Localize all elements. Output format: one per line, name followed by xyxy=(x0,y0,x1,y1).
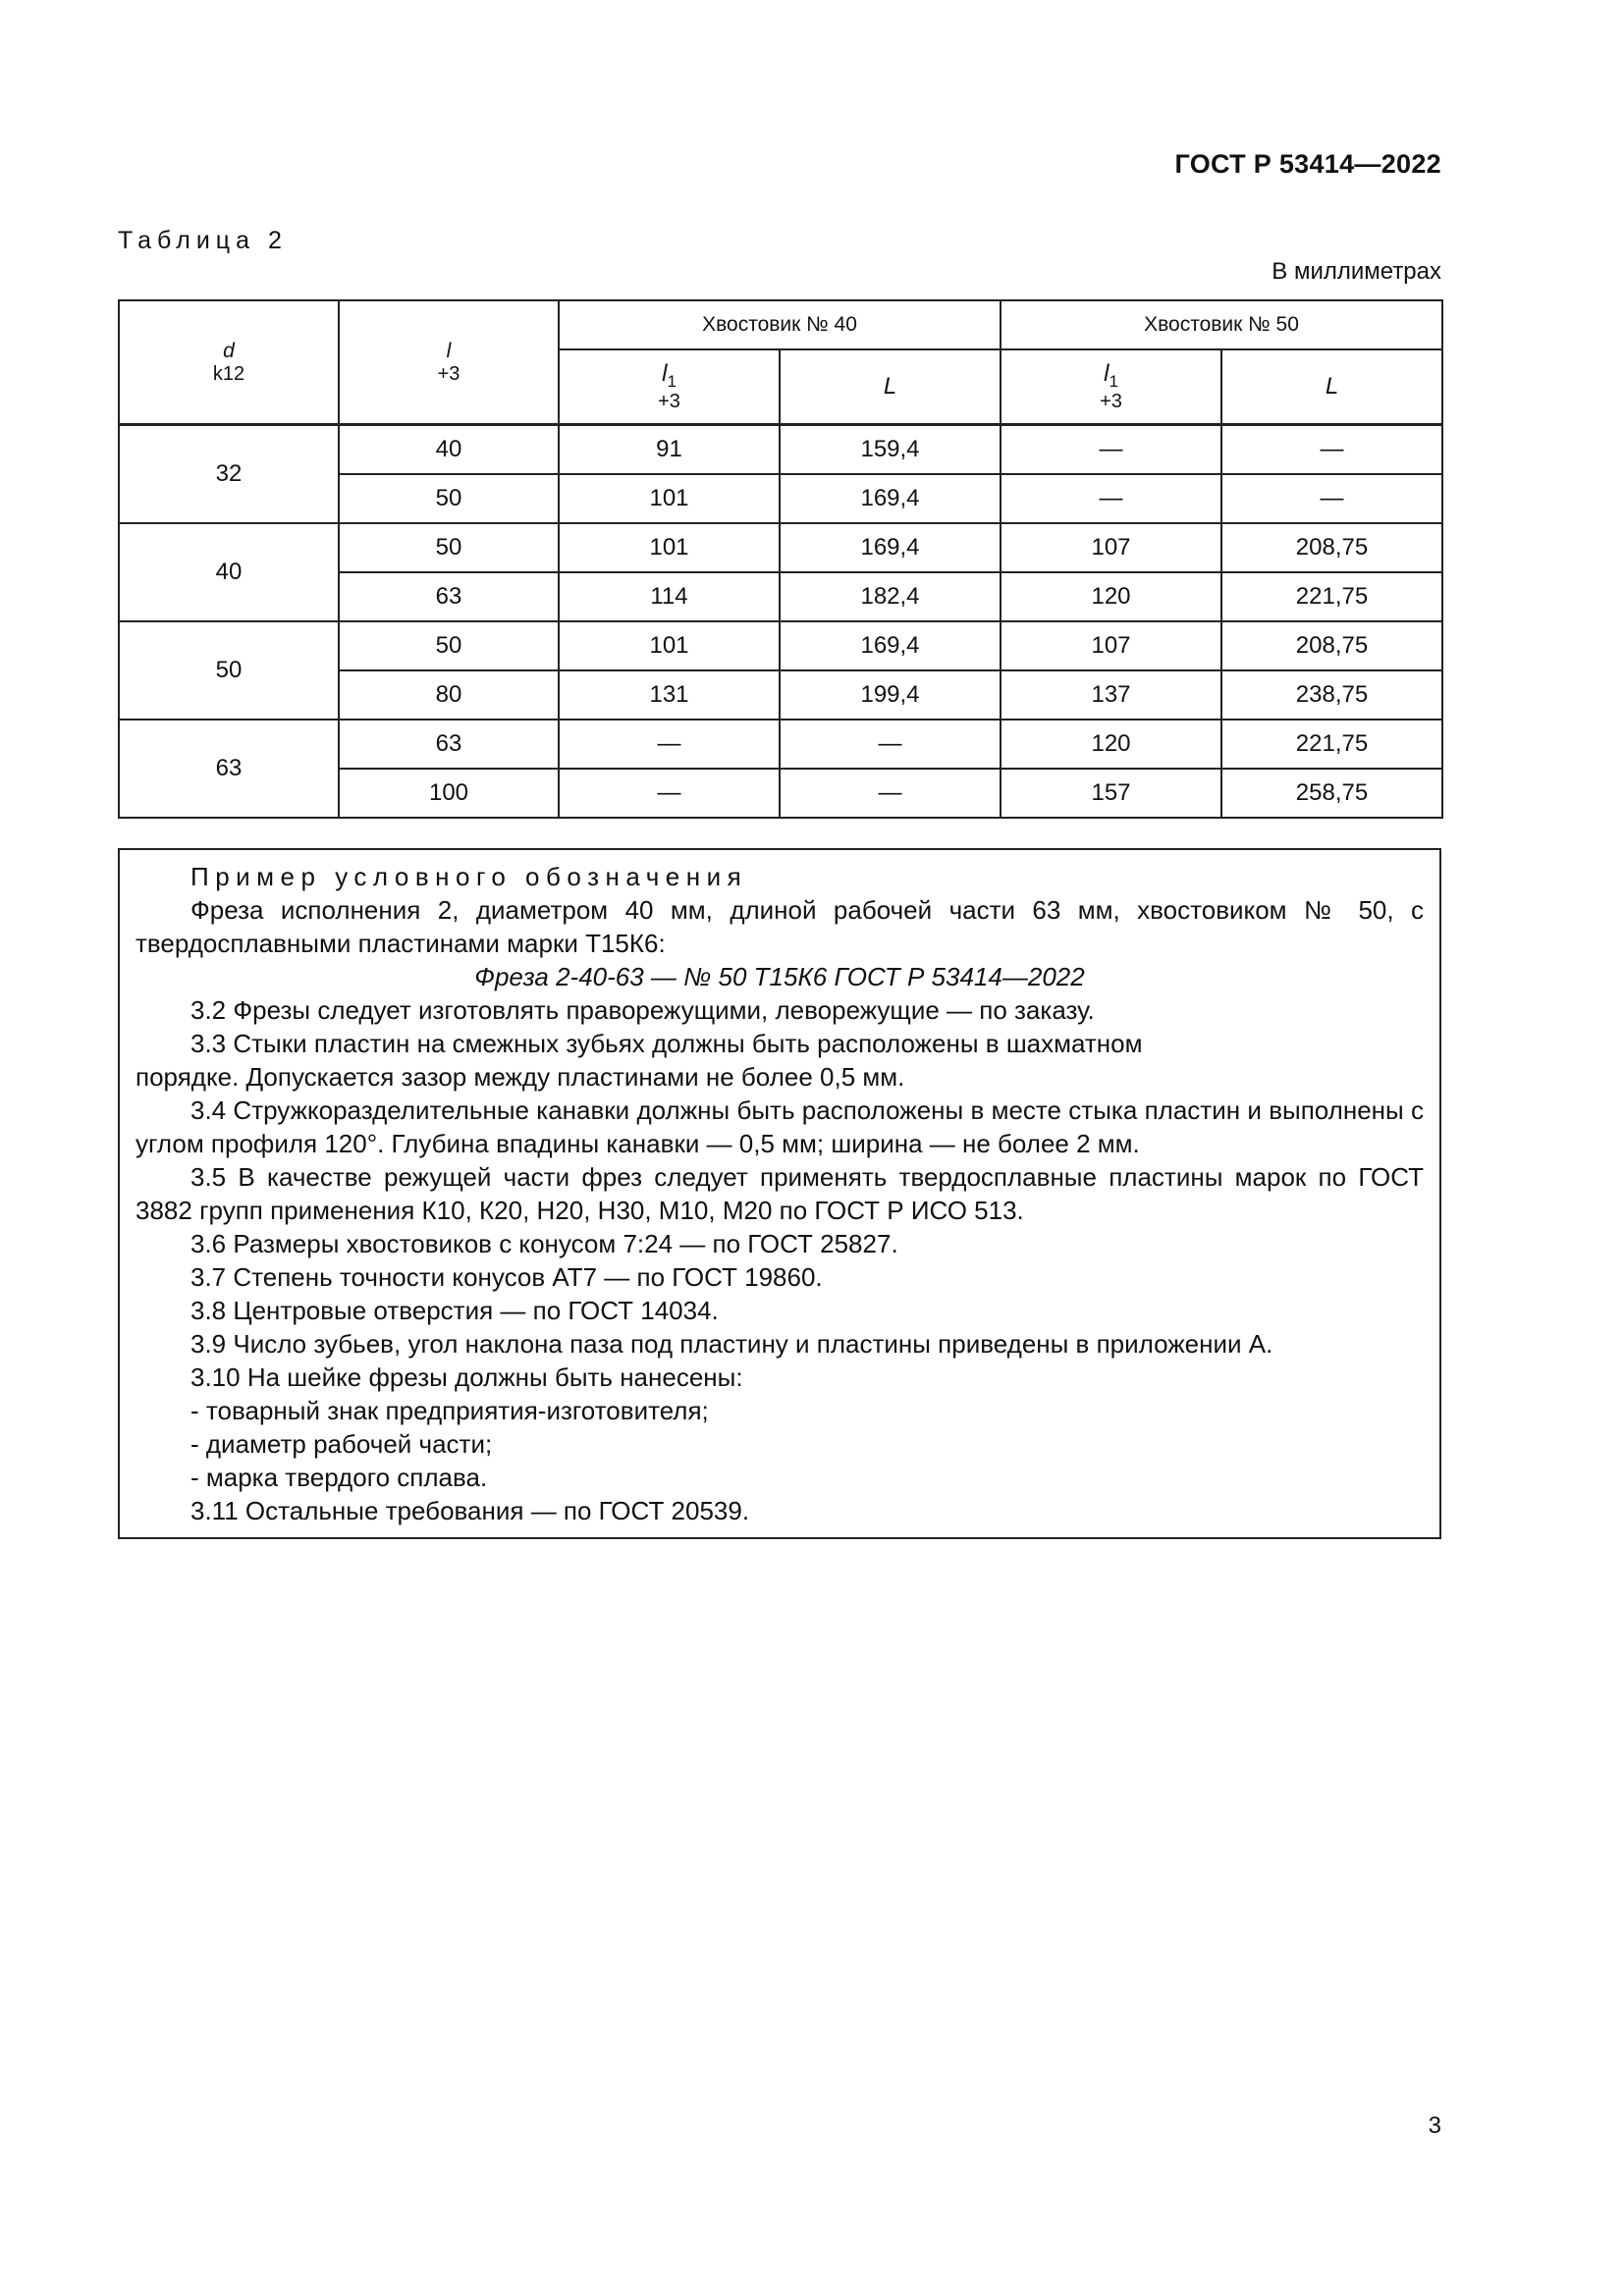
page-number: 3 xyxy=(1428,2112,1441,2139)
table-cell: 238,75 xyxy=(1221,670,1442,720)
clause-3-5: 3.5 В качестве режущей части фрез следует применять твердосплавные пластины марок по ГОСТ 3882 групп применения К10, К20, Н20, Н30, М10, М20 по ГОСТ Р ИСО 513. xyxy=(135,1162,1424,1225)
table-cell: 107 xyxy=(1001,621,1221,670)
table-cell: 120 xyxy=(1001,720,1221,769)
table-cell: 107 xyxy=(1001,523,1221,572)
table-cell: 169,4 xyxy=(780,474,1001,523)
header-L-shank40: L xyxy=(780,349,1001,425)
table-cell: 101 xyxy=(559,621,780,670)
table-cell: 50 xyxy=(339,474,559,523)
clause-3-2: 3.2 Фрезы следует изготовлять праворежущими, леворежущие — по заказу. xyxy=(190,995,1095,1025)
example-text: Фреза исполнения 2, диаметром 40 мм, длиной рабочей части 63 мм, хвостовиком № 50, с твердосплавными пластинами марки Т15К6: xyxy=(135,895,1424,958)
cell-d: 40 xyxy=(119,523,339,621)
table-cell: 101 xyxy=(559,523,780,572)
table-cell: 80 xyxy=(339,670,559,720)
table-cell: — xyxy=(559,720,780,769)
header-shank-50: Хвостовик № 50 xyxy=(1001,300,1442,349)
units-note: В миллиметрах xyxy=(1272,258,1441,285)
table-cell: 169,4 xyxy=(780,621,1001,670)
table-cell: 159,4 xyxy=(780,425,1001,475)
table-cell: 50 xyxy=(339,621,559,670)
table-cell: 120 xyxy=(1001,572,1221,621)
table-cell: 157 xyxy=(1001,769,1221,818)
list-item: - диаметр рабочей части; xyxy=(190,1429,493,1459)
table-row xyxy=(119,621,1442,670)
clause-3-4: 3.4 Стружкоразделительные канавки должны быть расположены в месте стыка пластин и выполнены с углом профиля 120°. Глубина впадины канавки — 0,5 мм; ширина — не более 2 мм. xyxy=(135,1095,1424,1158)
clause-3-3-cont: порядке. Допускается зазор между пластинами не более 0,5 мм. xyxy=(135,1062,905,1092)
table-cell: 258,75 xyxy=(1221,769,1442,818)
table-row xyxy=(119,425,1442,475)
table-cell: 50 xyxy=(339,523,559,572)
header-d: d k12 xyxy=(119,300,339,425)
example-and-clauses-box xyxy=(118,848,1441,1539)
clause-3-9: 3.9 Число зубьев, угол наклона паза под пластину и пластины приведены в приложении А. xyxy=(190,1329,1273,1359)
table-cell: 221,75 xyxy=(1221,720,1442,769)
table-cell: — xyxy=(559,769,780,818)
table-cell: 101 xyxy=(559,474,780,523)
header-L-shank50: L xyxy=(1221,349,1442,425)
table-cell: 63 xyxy=(339,572,559,621)
dimensions-table xyxy=(118,299,1443,819)
header-l1-shank50: $l_1$ +3 xyxy=(1001,349,1221,425)
table-cell: 208,75 xyxy=(1221,523,1442,572)
table-cell: — xyxy=(780,720,1001,769)
table-cell: 131 xyxy=(559,670,780,720)
header-l: l +3 xyxy=(339,300,559,425)
header-l1-shank40: $l_1$ +3 xyxy=(559,349,780,425)
cell-d: 32 xyxy=(119,425,339,524)
table-cell: 137 xyxy=(1001,670,1221,720)
table-cell: 208,75 xyxy=(1221,621,1442,670)
table-row xyxy=(119,523,1442,572)
table-cell: 63 xyxy=(339,720,559,769)
table-caption: Таблица 2 xyxy=(118,227,288,254)
clause-3-7: 3.7 Степень точности конусов АТ7 — по ГОСТ 19860. xyxy=(190,1262,823,1292)
table-cell: — xyxy=(1001,474,1221,523)
document-code: ГОСТ Р 53414—2022 xyxy=(1174,149,1441,179)
table-cell: — xyxy=(1221,425,1442,475)
table-cell: — xyxy=(780,769,1001,818)
table-cell: 169,4 xyxy=(780,523,1001,572)
list-item: - товарный знак предприятия-изготовителя; xyxy=(190,1396,709,1425)
table-cell: 199,4 xyxy=(780,670,1001,720)
table-cell: 40 xyxy=(339,425,559,475)
table-cell: 114 xyxy=(559,572,780,621)
clause-3-6: 3.6 Размеры хвостовиков с конусом 7:24 — по ГОСТ 25827. xyxy=(190,1229,898,1258)
example-title: Пример условного обозначения xyxy=(190,862,748,891)
table-cell: 100 xyxy=(339,769,559,818)
table-cell: 91 xyxy=(559,425,780,475)
clause-3-8: 3.8 Центровые отверстия — по ГОСТ 14034. xyxy=(190,1296,719,1325)
cell-d: 63 xyxy=(119,720,339,818)
table-cell: — xyxy=(1221,474,1442,523)
list-item: - марка твердого сплава. xyxy=(190,1463,488,1492)
clause-3-3: 3.3 Стыки пластин на смежных зубьях должны быть расположены в шахматном xyxy=(190,1029,1143,1058)
example-designation: Фреза 2-40-63 — № 50 Т15К6 ГОСТ Р 53414—2022 xyxy=(474,962,1085,991)
table-cell: 182,4 xyxy=(780,572,1001,621)
table-cell: 221,75 xyxy=(1221,572,1442,621)
clause-3-11: 3.11 Остальные требования — по ГОСТ 20539. xyxy=(190,1496,750,1525)
table-row xyxy=(119,720,1442,769)
header-shank-40: Хвостовик № 40 xyxy=(559,300,1001,349)
clause-3-10: 3.10 На шейке фрезы должны быть нанесены: xyxy=(190,1362,743,1392)
cell-d: 50 xyxy=(119,621,339,720)
table-cell: — xyxy=(1001,425,1221,475)
